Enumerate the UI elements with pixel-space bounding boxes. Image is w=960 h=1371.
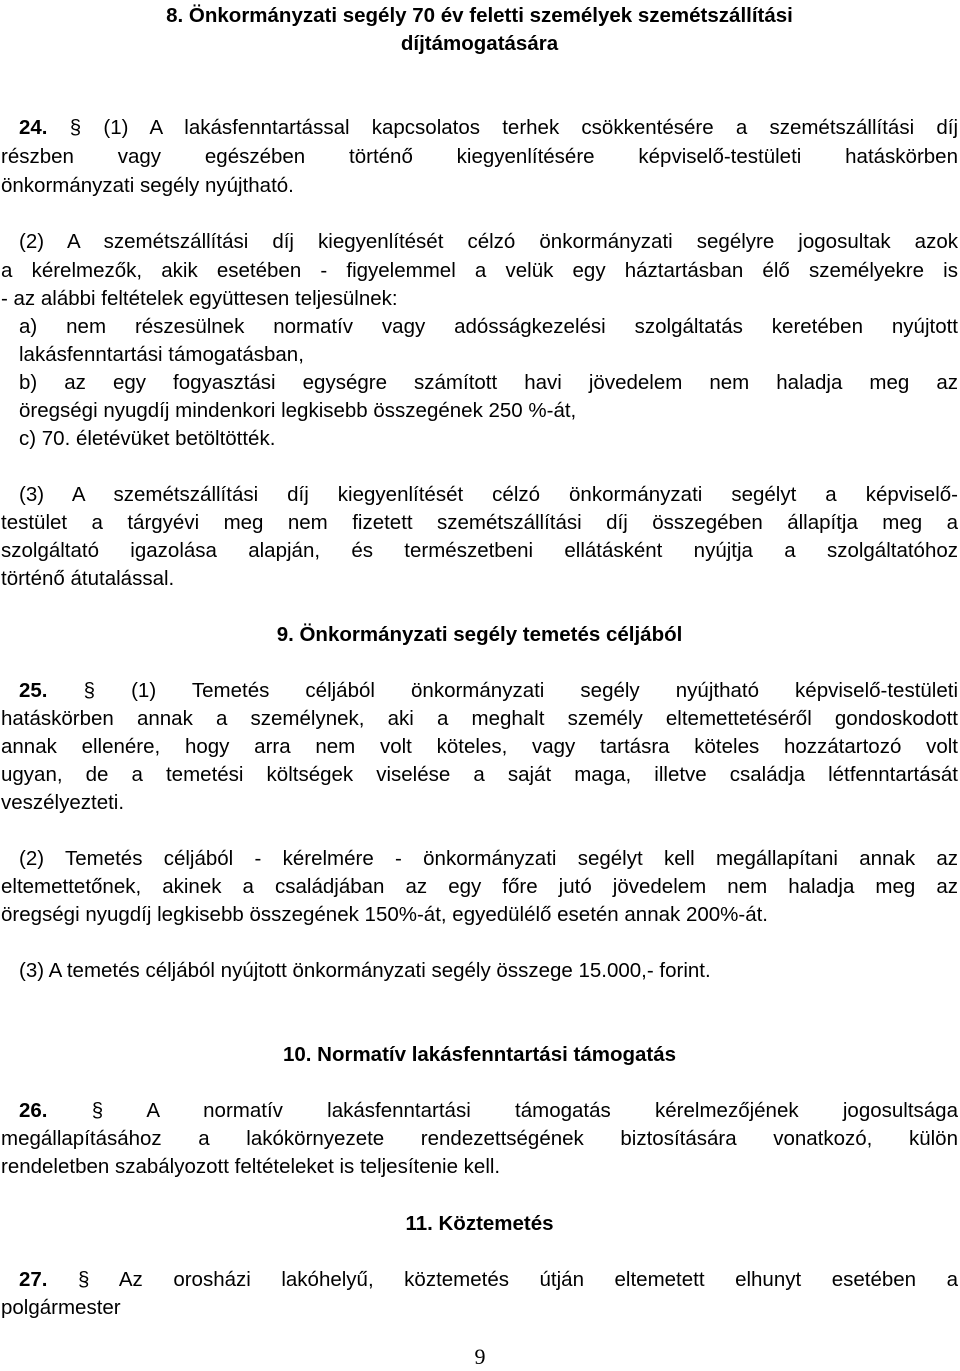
section-8-heading-line-2: díjtámogatására — [400, 32, 559, 55]
paragraph-number: 25. — [19, 679, 48, 702]
paragraph-number: 27. — [19, 1268, 48, 1291]
paragraph-24-3-line-4: történő átutalással. — [1, 567, 175, 590]
paragraph-26-line-1 — [19, 1097, 958, 1125]
paragraph-25-3-line-1: (3) A temetés céljából nyújtott önkormányzati segély összege 15.000,- forint. — [19, 959, 711, 982]
paragraph-25-1-line-3: annak ellenére, hogy arra nem volt köteles, vagy tartásra köteles hozzátartozó volt — [1, 735, 958, 758]
paragraph-24-2-line-1: (2) A szemétszállítási díj kiegyenlítését célzó önkormányzati segélyre jogosultak azok — [19, 230, 958, 253]
paragraph-24-2-line-2: a kérelmezők, akik esetében - figyelemmel a velük egy háztartásban élő személyekre is — [1, 259, 958, 282]
section-8-heading-line-1: 8. Önkormányzati segély 70 év feletti személyek szemétszállítási — [166, 4, 793, 27]
paragraph-25-1-line-4: ugyan, de a temetési költségek viselése a saját maga, illetve családja létfenntartását — [1, 763, 958, 786]
paragraph-24-1-line-1 — [19, 114, 958, 142]
page-number: 9 — [474, 1344, 486, 1369]
paragraph-text: (1) Temetés céljából önkormányzati segély nyújtható képviselő-testületi — [131, 679, 958, 702]
paragraph-24-2-line-6: b) az egy fogyasztási egységre számított havi jövedelem nem haladja meg az — [19, 371, 958, 394]
paragraph-27-line-1 — [19, 1266, 958, 1294]
paragraph-25-1-line-2: hatáskörben annak a személynek, aki a meghalt személy eltemettetéséről gondoskodott — [1, 707, 958, 730]
paragraph-24-2-line-5: lakásfenntartási támogatásban, — [19, 343, 304, 366]
paragraph-25-1-line-5: veszélyezteti. — [1, 791, 125, 814]
paragraph-24-1-line-3: önkormányzati segély nyújtható. — [1, 174, 294, 197]
paragraph-27-line-2: polgármester — [1, 1296, 121, 1319]
section-9-heading: 9. Önkormányzati segély temetés céljából — [276, 623, 683, 646]
paragraph-24-3-line-1: (3) A szemétszállítási díj kiegyenlítését célzó önkormányzati segélyt a képviselő- — [19, 483, 958, 506]
paragraph-24-2-line-4: a) nem részesülnek normatív vagy adósságkezelési szolgáltatás keretében nyújtott — [19, 315, 958, 338]
paragraph-26-line-3: rendeletben szabályozott feltételeket is teljesítenie kell. — [1, 1155, 501, 1178]
paragraph-24-3-line-3: szolgáltató igazolása alapján, és természetbeni ellátásként nyújtja a szolgáltatóhoz — [1, 539, 958, 562]
paragraph-24-2-line-8: c) 70. életévüket betöltötték. — [19, 427, 276, 450]
paragraph-25-2-line-3: öregségi nyugdíj legkisebb összegének 150%-át, egyedülélő esetén annak 200%-át. — [1, 903, 768, 926]
paragraph-number: 26. — [19, 1099, 48, 1122]
section-10-heading: 10. Normatív lakásfenntartási támogatás — [282, 1043, 677, 1066]
section-symbol: § — [83, 679, 95, 702]
section-symbol: § — [78, 1268, 90, 1291]
paragraph-25-2-line-1: (2) Temetés céljából - kérelmére - önkormányzati segélyt kell megállapítani annak az — [19, 847, 958, 870]
paragraph-24-2-line-7: öregségi nyugdíj mindenkori legkisebb összegének 250 %-át, — [19, 399, 577, 422]
section-symbol: § — [69, 116, 82, 139]
paragraph-text: Az orosházi lakóhelyű, köztemetés útján eltemetett elhunyt esetében a — [118, 1268, 958, 1291]
paragraph-24-3-line-2: testület a tárgyévi meg nem fizetett szemétszállítási díj összegében állapítja meg a — [1, 511, 958, 534]
paragraph-25-2-line-2: eltemettetőnek, akinek a családjában az egy főre jutó jövedelem nem haladja meg az — [1, 875, 958, 898]
paragraph-24-2-line-3: - az alábbi feltételek együttesen teljesülnek: — [1, 287, 398, 310]
paragraph-text: A normatív lakásfenntartási támogatás kérelmezőjének jogosultsága — [146, 1099, 958, 1122]
paragraph-24-1-line-2: részben vagy egészében történő kiegyenlítésére képviselő-testületi hatáskörben — [1, 145, 958, 168]
section-11-heading: 11. Köztemetés — [405, 1212, 554, 1235]
paragraph-25-1-line-1 — [19, 677, 958, 705]
paragraph-text: (1) A lakásfenntartással kapcsolatos terhek csökkentésére a szemétszállítási díj — [103, 116, 959, 139]
paragraph-26-line-2: megállapításához a lakókörnyezete rendezettségének biztosítására vonatkozó, külön — [1, 1127, 958, 1150]
paragraph-number: 24. — [19, 116, 48, 139]
section-symbol: § — [91, 1099, 104, 1122]
